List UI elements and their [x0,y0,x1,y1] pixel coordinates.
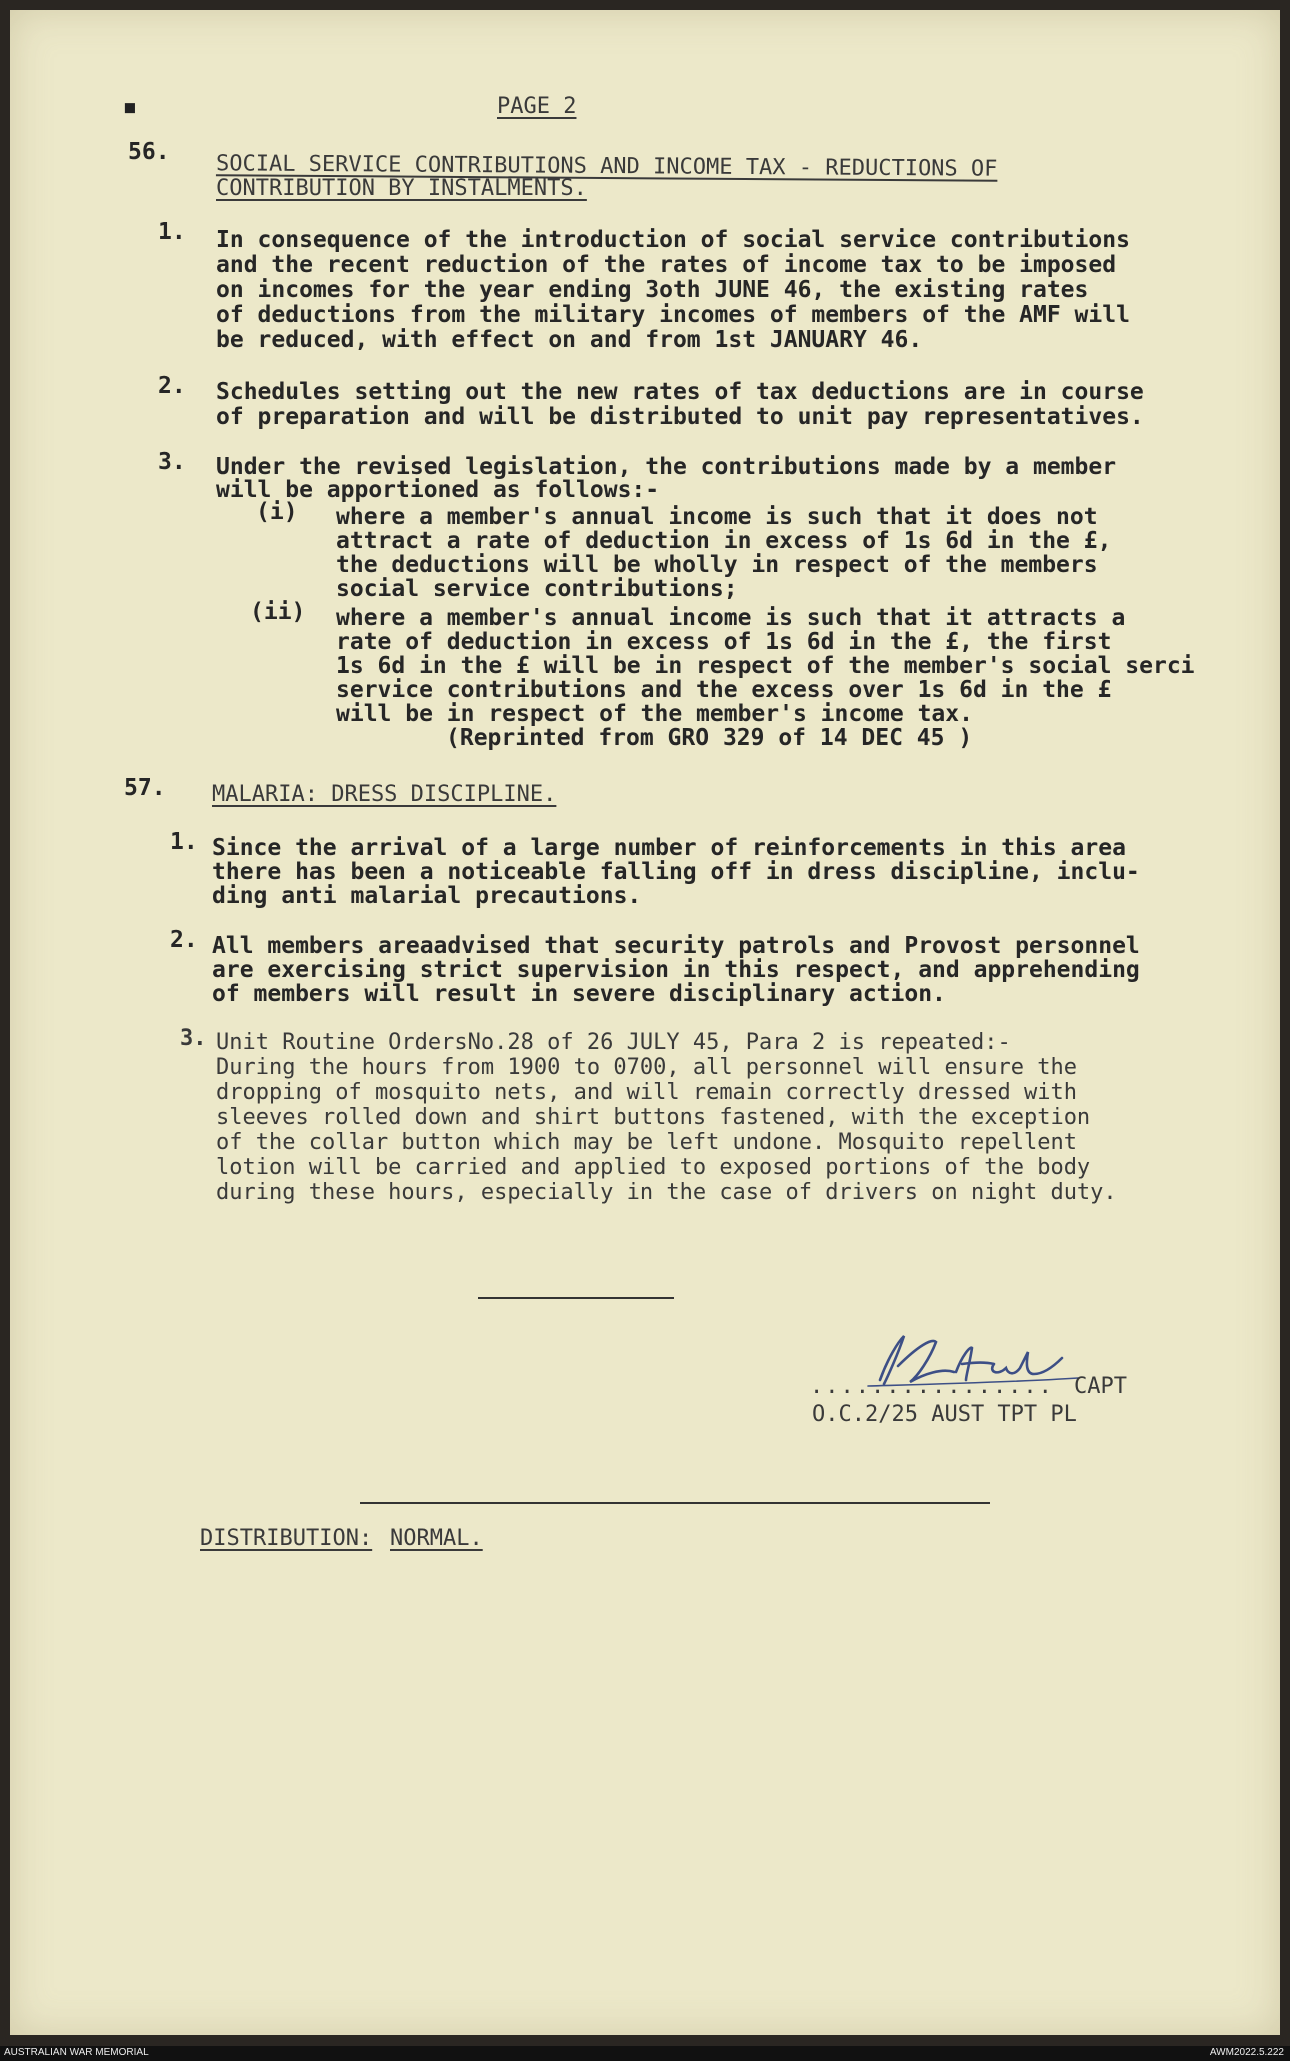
s56-p3-i-line: where a member's annual income is such that it does not [336,504,1098,530]
section-57-title: MALARIA: DRESS DISCIPLINE. [212,782,557,807]
section-57-number: 57. [124,775,166,801]
s56-p1-line: be reduced, with effect on and from 1st JANUARY 46. [216,327,923,353]
s56-p3-i-line: attract a rate of deduction in excess of 1s 6d in the £, [336,528,1112,554]
punch-mark: ▪ [122,92,138,122]
s56-p3-i-label: (i) [256,499,298,525]
s56-p3-ii-line: where a member's annual income is such that it attracts a [336,605,1126,631]
s56-p1-line: on incomes for the year ending 3oth JUNE 46, the existing rates [216,277,1089,303]
footer-institution: AUSTRALIAN WAR MEMORIAL [4,2047,149,2058]
s57-p3-line: lotion will be carried and applied to exposed portions of the body [216,1155,1091,1180]
s57-p2-line: All members areaadvised that security patrols and Provost personnel [212,933,1140,959]
s56-p1-line: of deductions from the military incomes of members of the AMF will [216,302,1130,328]
signature-rank: CAPT [1074,1374,1127,1399]
document-page [10,10,1280,2035]
s56-p3-i-line: social service contributions; [336,576,738,602]
page-header: PAGE 2 [497,94,577,119]
s56-p1-line: and the recent reduction of the rates of income tax to be imposed [216,252,1117,278]
s57-p3-line: dropping of mosquito nets, and will remain correctly dressed with [216,1080,1077,1105]
distribution-value: NORMAL. [390,1526,483,1551]
signature-unit: O.C.2/25 AUST TPT PL [812,1402,1077,1427]
distribution-label: DISTRIBUTION: [200,1526,373,1551]
s57-p3-line: Unit Routine OrdersNo.28 of 26 JULY 45, Para 2 is repeated:- [216,1030,1011,1055]
s57-p1-line: ding anti malarial precautions. [212,883,642,909]
s57-p3-line: sleeves rolled down and shirt buttons fastened, with the exception [216,1105,1091,1130]
separator-rule-tail [960,1502,990,1504]
s56-p1-number: 1. [158,219,186,245]
s57-p1-number: 1. [170,829,198,855]
s56-p3-line: will be apportioned as follows:- [216,477,660,503]
s57-p2-line: are exercising strict supervision in this respect, and apprehending [212,957,1140,983]
signature-dots: ................ [810,1374,1054,1399]
s56-p3-number: 3. [158,449,186,475]
s57-p3-line: During the hours from 1900 to 0700, all personnel will ensure the [216,1055,1077,1080]
separator-rule [360,1502,960,1504]
s57-p2-number: 2. [170,927,198,953]
section-56-title-line-2: CONTRIBUTION BY INSTALMENTS. [216,176,587,201]
s56-reprint-note: (Reprinted from GRO 329 of 14 DEC 45 ) [446,725,973,751]
archive-footer [0,2046,1290,2061]
s57-p2-line: of members will result in severe disciplinary action. [212,981,946,1007]
s56-p2-number: 2. [158,373,186,399]
s56-p3-ii-line: 1s 6d in the £ will be in respect of the member's social serci [336,653,1195,679]
s57-p3-number: 3. [180,1026,207,1051]
s56-p3-ii-line: will be in respect of the member's income tax. [336,701,973,727]
separator-rule [478,1297,674,1299]
s56-p3-i-line: the deductions will be wholly in respect of the members [336,552,1098,578]
section-56-number: 56. [128,139,170,165]
footer-accession-number: AWM2022.5.222 [1209,2047,1284,2058]
s56-p1-line: In consequence of the introduction of social service contributions [216,227,1130,253]
s57-p1-line: Since the arrival of a large number of reinforcements in this area [212,835,1126,861]
s57-p3-line: during these hours, especially in the case of drivers on night duty. [216,1180,1117,1205]
s57-p3-line: of the collar button which may be left undone. Mosquito repellent [216,1130,1077,1155]
s57-p1-line: there has been a noticeable falling off in dress discipline, inclu- [212,859,1140,885]
section-56-title-line-1: SOCIAL SERVICE CONTRIBUTIONS AND INCOME TAX - REDUCTIONS OF [215,151,998,182]
s56-p3-ii-label: (ii) [250,599,306,625]
s56-p3-ii-line: service contributions and the excess over 1s 6d in the £ [336,677,1112,703]
s56-p3-line: Under the revised legislation, the contributions made by a member [216,454,1117,480]
s56-p2-line: Schedules setting out the new rates of tax deductions are in course [216,379,1144,405]
s56-p3-ii-line: rate of deduction in excess of 1s 6d in the £, the first [336,629,1112,655]
s56-p2-line: of preparation and will be distributed to unit pay representatives. [216,404,1144,430]
